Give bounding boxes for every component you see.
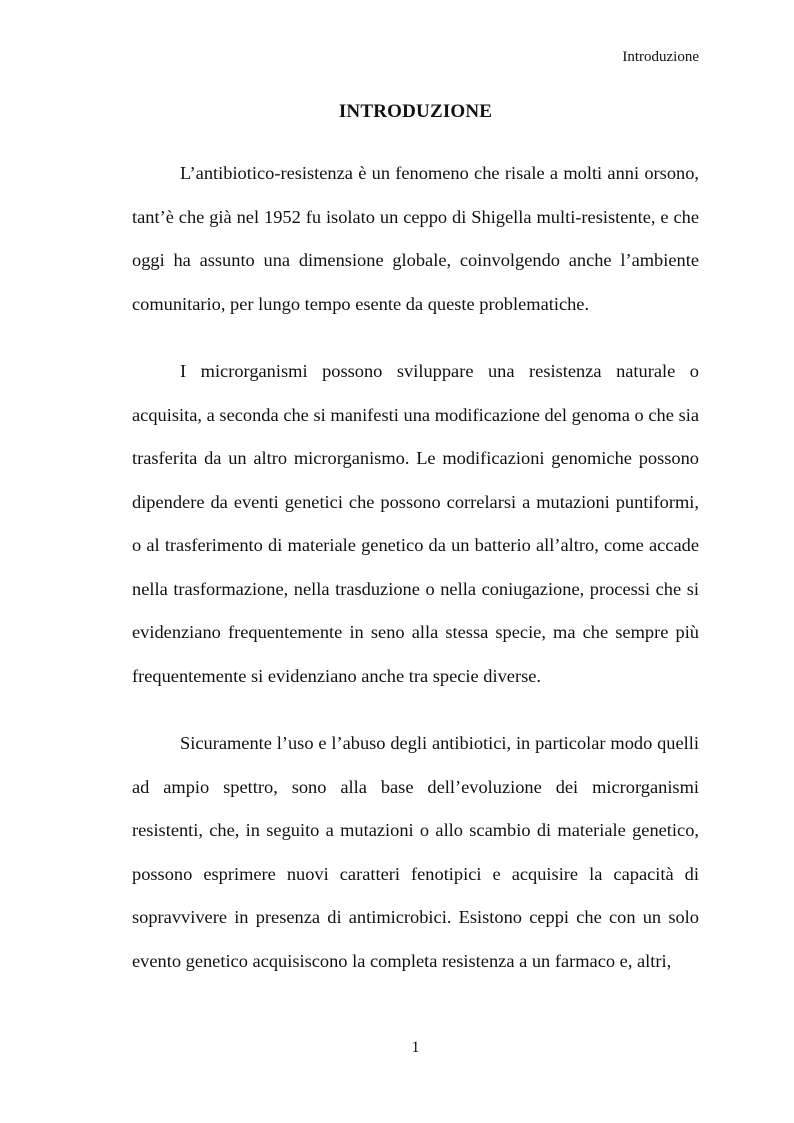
chapter-title: INTRODUZIONE xyxy=(338,101,493,122)
paragraph-1: L’antibiotico-resistenza è un fenomeno che risale a molti anni orsono, tant’è che già nel 1952 fu isolato un ceppo di Shigella multi-resistente, e che oggi ha assunto una dimensione globale, coinvolgendo anche l’ambiente comunitario, per lungo tempo esente da queste problematiche. xyxy=(132,163,699,314)
page-number: 1 xyxy=(411,1039,420,1056)
paragraph-2: I microrganismi possono sviluppare una resistenza naturale o acquisita, a seconda che si manifesti una modificazione del genoma o che sia trasferita da un altro microrganismo. Le modificazioni genomiche possono dipendere da eventi genetici che possono correlarsi a mutazioni puntiformi, o al trasferimento di materiale genetico da un batterio all’altro, come accade nella trasformazione, nella trasduzione o nella coniugazione, processi che si evidenziano frequentemente in seno alla stessa specie, ma che sempre più frequentemente si evidenziano anche tra specie diverse. xyxy=(132,361,699,686)
body-text xyxy=(132,152,699,1007)
paragraph-3: Sicuramente l’uso e l’abuso degli antibiotici, in particolar modo quelli ad ampio spettro, sono alla base dell’evoluzione dei microrganismi resistenti, che, in seguito a mutazioni o allo scambio di materiale genetico, possono esprimere nuovi caratteri fenotipici e acquisire la capacità di sopravvivere in presenza di antimicrobici. Esistono ceppi che con un solo evento genetico acquisiscono la completa resistenza a un farmaco e, altri, xyxy=(132,733,699,971)
running-header: Introduzione xyxy=(622,49,699,65)
